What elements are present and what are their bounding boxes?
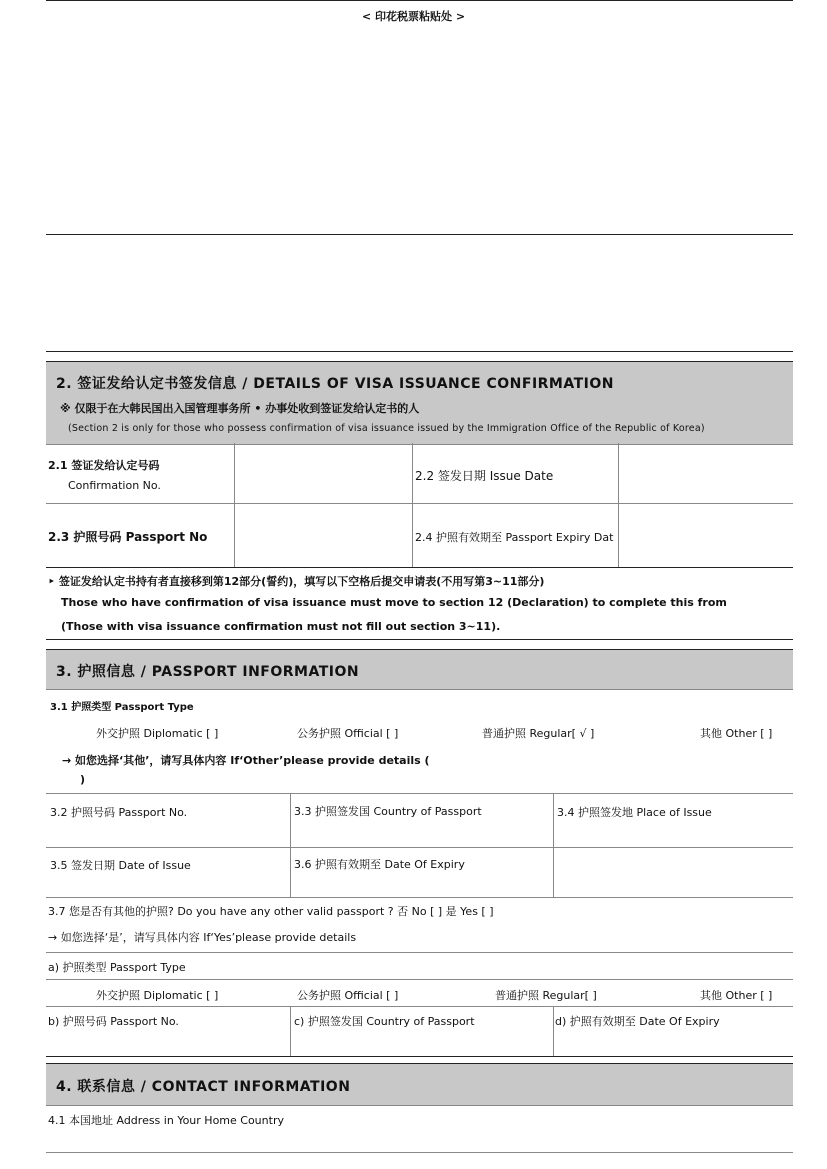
field-c-label: c) 护照签发国 Country of Passport [294, 1015, 475, 1028]
section2-note-cn: ※ 仅限于在大韩民国出入国管理事务所 • 办事处收到签证发给认定书的人 [60, 402, 420, 415]
section2-note-en: (Section 2 is only for those who possess confirmation of visa issuance issued by the Immigration Office of the Republic of Korea) [68, 423, 705, 434]
stamp-area-bottom-line [46, 234, 793, 235]
section3-header [46, 649, 793, 690]
field-3-4-label: 3.4 护照签发地 Place of Issue [557, 806, 712, 819]
field-3-5-label: 3.5 签发日期 Date of Issue [50, 859, 191, 872]
option-diplomatic[interactable]: 外交护照 Diplomatic [ ] [96, 727, 219, 740]
field-2-2-label: 2.2 签发日期 Issue Date [415, 469, 554, 483]
section2-header [46, 361, 793, 445]
section2-title: 2. 签证发给认定书签发信息 / DETAILS OF VISA ISSUANCE CONFIRMATION [56, 376, 614, 392]
field-a-label: a) 护照类型 Passport Type [48, 961, 186, 974]
instruction-en-2: (Those with visa issuance confirmation must not fill out section 3~11). [61, 620, 501, 633]
top-border [46, 0, 793, 1]
row-line-a-top [46, 952, 793, 953]
instruction-en-1: Those who have confirmation of visa issuance must move to section 12 (Declaration) to complete this from [61, 596, 727, 609]
opt-col-divider-2 [553, 1006, 554, 1056]
pt-col-divider-1 [290, 793, 291, 897]
s2-col-divider-1 [234, 443, 235, 567]
s2-table-bottom [46, 567, 793, 568]
instruction-cn: ‣ 签证发给认定书持有者直接移到第12部分(誓约)，填写以下空格后提交申请表(不用写第3~11部分) [48, 575, 545, 588]
section4-top-line [46, 1056, 793, 1057]
other-passport-table-top [46, 1006, 793, 1007]
other-details-prompt: → 如您选择‘其他’，请写具体内容 If‘Other’please provide details ( [62, 754, 430, 767]
s2-row-divider [46, 503, 793, 504]
field-2-1-label-cn: 2.1 签证发给认定号码 [48, 459, 160, 472]
field-3-3-label: 3.3 护照签发国 Country of Passport [294, 805, 482, 818]
pt-table-bottom [46, 897, 793, 898]
stamp-area-label: < 印花税票粘贴处 > [361, 10, 466, 23]
issue-date-field[interactable] [620, 445, 792, 502]
field-3-2-label: 3.2 护照号码 Passport No. [50, 806, 188, 819]
passport-table-top [46, 793, 793, 794]
passport-expiry-field[interactable] [620, 505, 792, 566]
opt-col-divider-1 [290, 1006, 291, 1056]
field-3-1-label: 3.1 护照类型 Passport Type [50, 702, 194, 713]
section4-header [46, 1063, 793, 1106]
section3-title: 3. 护照信息 / PASSPORT INFORMATION [56, 664, 360, 680]
option-regular[interactable]: 普通护照 Regular[ √ ] [482, 727, 595, 740]
option2-official[interactable]: 公务护照 Official [ ] [297, 989, 399, 1002]
field-b-label: b) 护照号码 Passport No. [48, 1015, 179, 1028]
field-d-label: d) 护照有效期至 Date Of Expiry [555, 1015, 720, 1028]
option2-diplomatic[interactable]: 外交护照 Diplomatic [ ] [96, 989, 219, 1002]
field-4-1-label: 4.1 本国地址 Address in Your Home Country [48, 1114, 284, 1127]
field-2-3-label: 2.3 护照号码 Passport No [48, 530, 208, 544]
other-details-close: ) [80, 773, 86, 786]
field-2-4-label: 2.4 护照有效期至 Passport Expiry Dat [415, 531, 614, 544]
section4-title: 4. 联系信息 / CONTACT INFORMATION [56, 1079, 351, 1095]
field-2-1-label-en: Confirmation No. [68, 479, 161, 492]
pt-row-divider [46, 847, 793, 848]
row-line-a-bottom [46, 979, 793, 980]
confirmation-no-field[interactable] [236, 445, 411, 502]
s2-col-divider-2 [412, 443, 413, 567]
field-3-6-label: 3.6 护照有效期至 Date Of Expiry [294, 858, 465, 871]
option2-other[interactable]: 其他 Other [ ] [700, 989, 773, 1002]
yes-details-prompt: → 如您选择‘是’，请写具体内容 If‘Yes’please provide details [48, 931, 357, 944]
section3-top-line [46, 639, 793, 640]
passport-no-field[interactable] [236, 505, 411, 566]
pt-col-divider-2 [553, 793, 554, 897]
field-3-7-label: 3.7 您是否有其他的护照? Do you have any other valid passport ? 否 No [ ] 是 Yes [ ] [48, 905, 494, 918]
option-official[interactable]: 公务护照 Official [ ] [297, 727, 399, 740]
option-other[interactable]: 其他 Other [ ] [700, 727, 773, 740]
option2-regular[interactable]: 普通护照 Regular[ ] [495, 989, 597, 1002]
section4-row-bottom [46, 1152, 793, 1153]
s2-col-divider-3 [618, 443, 619, 567]
section2-top-line [46, 351, 793, 352]
